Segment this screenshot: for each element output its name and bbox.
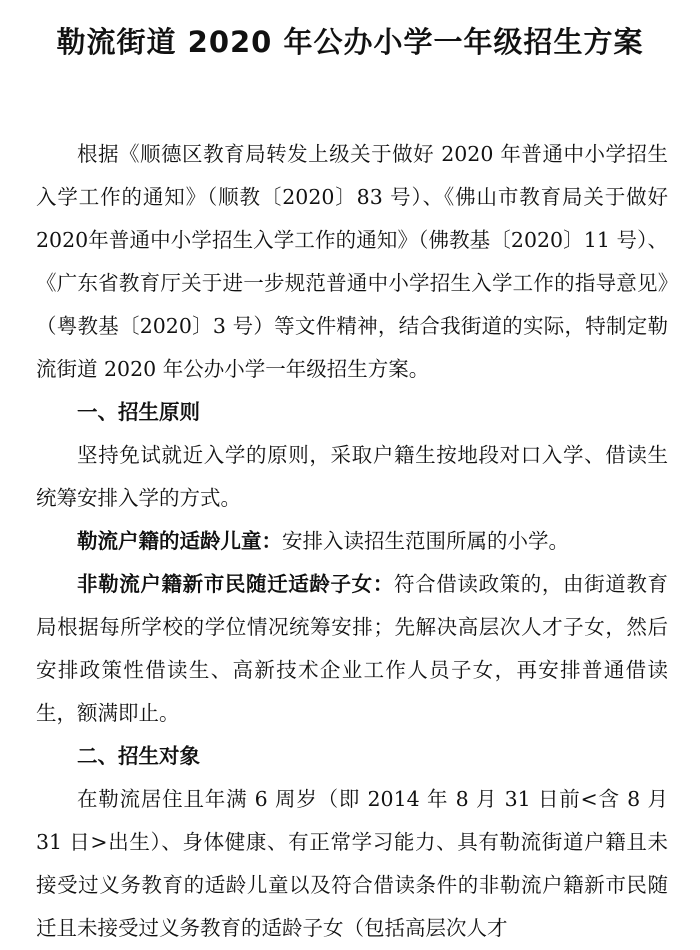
intro-paragraph: 根据《顺德区教育局转发上级关于做好 2020 年普通中小学招生入学工作的通知》（顺教〔2020〕83 号）、《佛山市教育局关于做好2020年普通中小学招生入学工作的通知》（佛教基〔2020〕11 号）、《广东省教育厅关于进一步规范普通中小学招生入学工作的指导意见》（粤教基〔2020〕3 号）等文件精神，结合我街道的实际，特制定勒流街道 2020 年公办小学一年级招生方案。 bbox=[36, 142, 668, 381]
nonlocal-residents-label: 非勒流户籍新市民随迁适龄子女： bbox=[77, 572, 394, 596]
section-heading-targets: 二、招生对象 bbox=[77, 744, 200, 768]
document-body bbox=[36, 133, 668, 950]
local-residents-paragraph bbox=[36, 520, 668, 563]
principles-paragraph: 坚持免试就近入学的原则，采取户籍生按地段对口入学、借读生统筹安排入学的方式。 bbox=[36, 443, 668, 510]
nonlocal-residents-text: 符合借读政策的，由街道教育局根据每所学校的学位情况统筹安排；先解决高层次人才子女，然后安排政策性借读生、高新技术企业工作人员子女，再安排普通借读生，额满即止。 bbox=[36, 572, 669, 725]
local-residents-label: 勒流户籍的适龄儿童： bbox=[77, 529, 282, 553]
document-title: 勒流街道 2020 年公办小学一年级招生方案 bbox=[56, 25, 644, 59]
section-heading-principles: 一、招生原则 bbox=[77, 400, 200, 424]
targets-paragraph: 在勒流居住且年满 6 周岁（即 2014 年 8 月 31 日前<含 8 月 31 日>出生）、身体健康、有正常学习能力、具有勒流街道户籍且未接受过义务教育的适龄儿童以及符合借读条件的非勒流户籍新市民随迁且未接受过义务教育的适龄子女（包括高层次人才 bbox=[36, 787, 668, 940]
nonlocal-residents-paragraph bbox=[36, 563, 668, 735]
local-residents-text: 安排入读招生范围所属的小学。 bbox=[282, 529, 569, 553]
